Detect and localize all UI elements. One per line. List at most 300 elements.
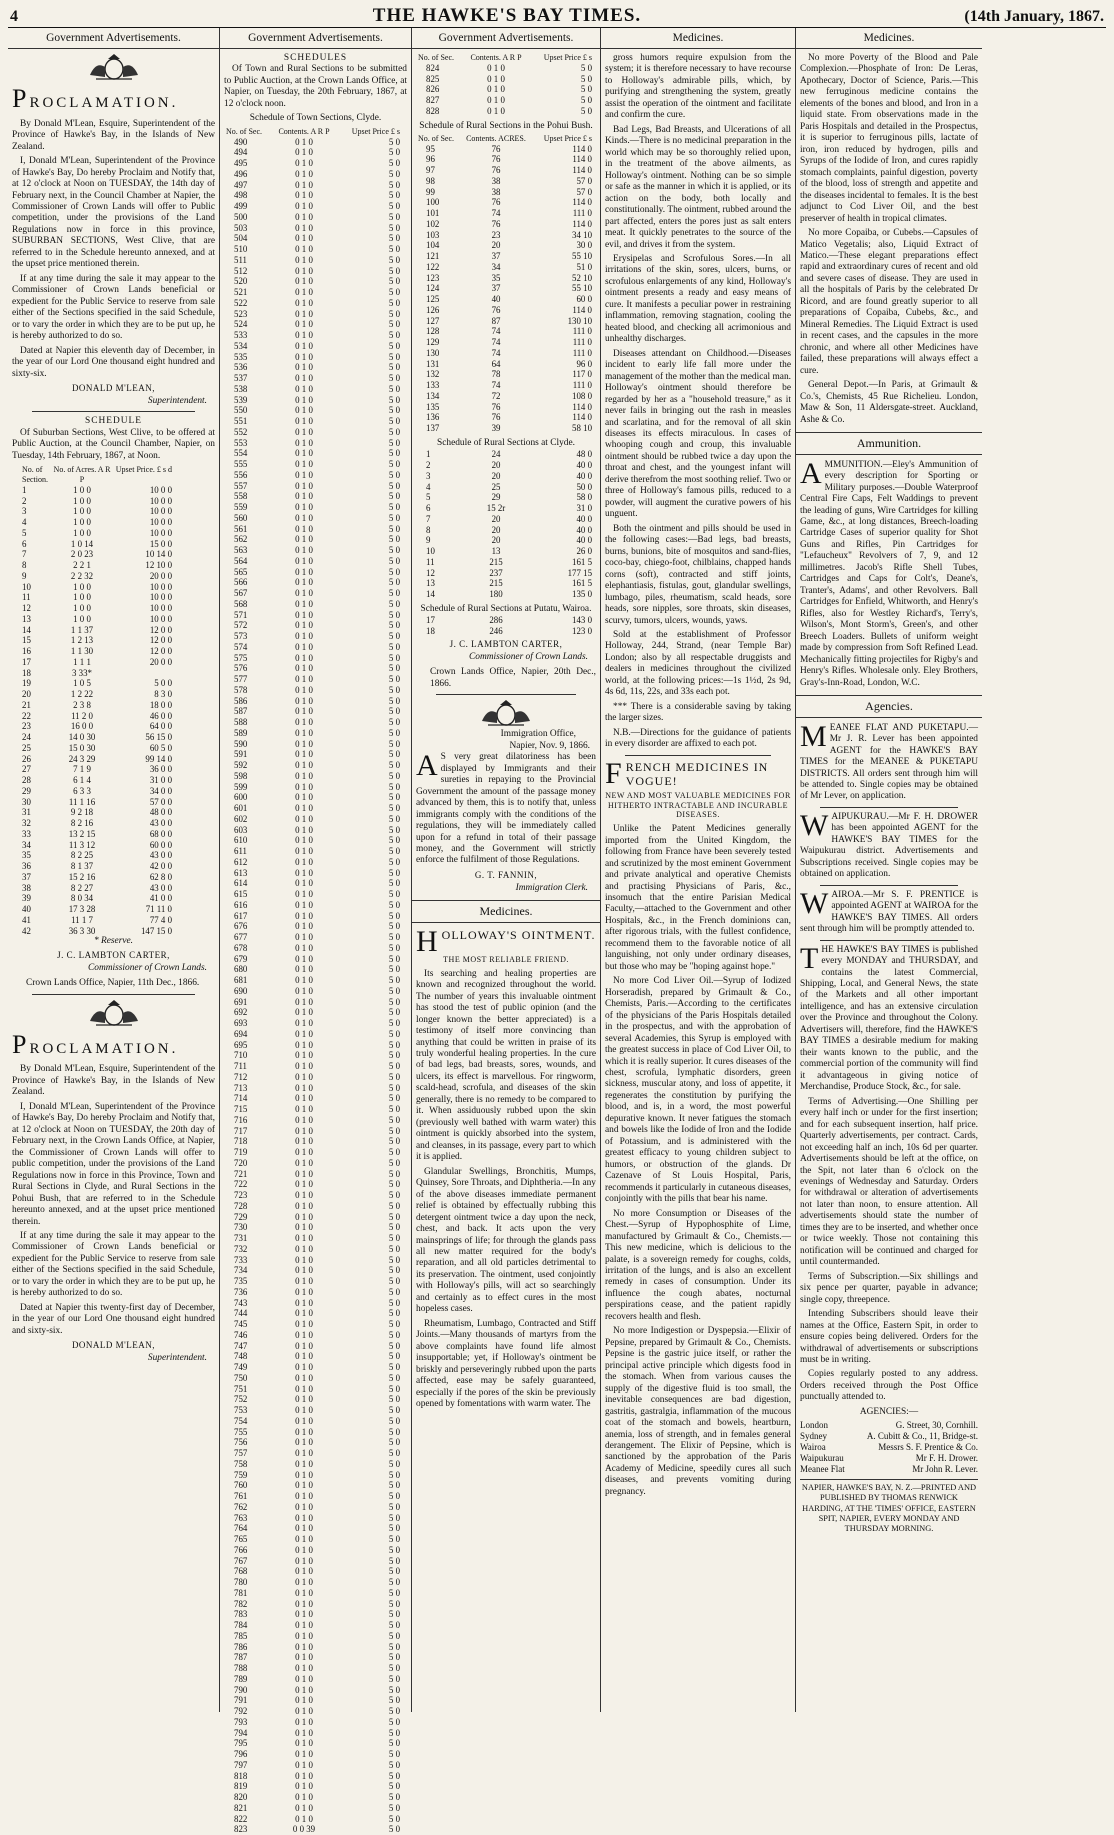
section-number: 573 <box>234 631 248 642</box>
column-5 <box>796 28 982 1712</box>
table-row <box>416 412 596 423</box>
upset-price: 5 0 <box>388 1071 400 1082</box>
section-contents: 0 1 0 <box>295 1641 313 1652</box>
table-row <box>12 904 215 915</box>
table-row <box>416 525 596 536</box>
upset-price: 108 0 <box>572 390 592 401</box>
section-contents: 0 1 0 <box>295 1544 313 1555</box>
signature-title: Superintendent. <box>147 396 207 407</box>
table-row <box>224 137 407 148</box>
section-header-agencies: Agencies. <box>796 695 982 718</box>
upset-price: 5 0 <box>388 1577 400 1588</box>
table-row <box>224 610 407 621</box>
section-number: 24 <box>22 732 31 743</box>
section-number: 553 <box>234 437 248 448</box>
upset-price: 5 0 <box>388 706 400 717</box>
section-number: 28 <box>22 775 31 786</box>
upset-price: 114 0 <box>572 304 592 315</box>
section-contents: 0 1 0 <box>295 1706 313 1717</box>
section-number: 747 <box>234 1340 248 1351</box>
upset-price: 5 0 <box>388 502 400 513</box>
upset-price: 111 0 <box>572 380 592 391</box>
section-contents: 0 1 0 <box>295 1168 313 1179</box>
section-number: 98 <box>426 175 435 186</box>
section-contents: 0 1 0 <box>295 1566 313 1577</box>
section-number: 14 <box>426 589 435 600</box>
section-contents: 0 1 0 <box>295 1147 313 1158</box>
table-row <box>224 158 407 169</box>
section-contents: 0 1 0 <box>295 985 313 996</box>
section-number: 757 <box>234 1448 248 1459</box>
upset-price: 5 0 <box>388 1770 400 1781</box>
section-number: 681 <box>234 975 248 986</box>
section-contents: 0 1 0 <box>295 287 313 298</box>
section-contents: 0 1 0 <box>295 1351 313 1362</box>
section-number: 759 <box>234 1469 248 1480</box>
table-row <box>416 492 596 503</box>
table-row <box>12 915 215 926</box>
upset-price: 5 0 <box>388 523 400 534</box>
section-contents: 0 1 0 <box>295 1491 313 1502</box>
table-row <box>224 1341 407 1352</box>
section-number: 131 <box>426 358 440 369</box>
upset-price: 5 0 <box>388 824 400 835</box>
table-row <box>224 395 407 406</box>
table-row <box>416 84 596 95</box>
column-header: Government Advertisements. <box>412 30 600 49</box>
section-number: 788 <box>234 1663 248 1674</box>
proclamation-body: I, Donald M'Lean, Superintendent of the Province of Hawke's Bay, Do hereby Proclaim and Notify that, at 12 o'clock at Noon on TUESDAY, the 20th day of February next, in the Crown Lands Office, at Napier, the Commissioner of Crown Lands will offer to public competition, under the provisions of the Land Regulations now in force in this Province, Town and Rural Sections in Clyde, and Rural Sections in the Pohui Bush, that are referred to in the Schedule hereunto annexed, and at the upset price mentioned therein. <box>12 1101 215 1227</box>
section-number: 5 <box>426 492 431 503</box>
proclamation-by-line: By Donald M'Lean, Esquire, Superintendent of the Province of Hawke's Bay, in the Islands of New Zealand. <box>12 1064 215 1098</box>
upset-price: 5 0 <box>388 459 400 470</box>
table-row <box>12 571 215 582</box>
section-contents: 0 1 0 <box>295 330 313 341</box>
section-contents: 0 1 0 <box>295 1265 313 1276</box>
section-number: 767 <box>234 1555 248 1566</box>
table-row <box>224 997 407 1008</box>
table-row <box>224 1523 407 1534</box>
upset-price: 5 0 <box>388 1469 400 1480</box>
section-contents: 0 1 0 <box>295 1179 313 1190</box>
schedule-table <box>416 449 596 600</box>
table-row <box>416 626 596 637</box>
upset-price: 5 0 <box>388 1673 400 1684</box>
table-row <box>224 739 407 750</box>
section-number: 613 <box>234 867 248 878</box>
section-contents: 0 1 0 <box>295 1534 313 1545</box>
table-row <box>224 1760 407 1771</box>
table-row <box>224 201 407 212</box>
table-row <box>416 305 596 316</box>
upset-price: 147 15 0 <box>140 925 172 936</box>
section-number: 510 <box>234 244 248 255</box>
proclamation-dated: Dated at Napier this twenty-first day of December, in the year of our Lord One thousand eight hundred and sixty-six. <box>12 1302 215 1336</box>
table-row <box>416 326 596 337</box>
upset-price: 5 0 <box>388 1727 400 1738</box>
section-contents: 0 1 0 <box>295 1082 313 1093</box>
section-contents: 0 1 0 <box>295 846 313 857</box>
section-contents: 15 0 30 <box>68 742 96 753</box>
upset-price: 5 0 <box>388 942 400 953</box>
table-row <box>224 631 407 642</box>
upset-price: 12 0 0 <box>149 646 172 657</box>
upset-price: 60 0 <box>576 294 592 305</box>
section-number: 40 <box>22 904 31 915</box>
table-row <box>416 165 596 176</box>
section-number: 99 <box>426 186 435 197</box>
section-number: 132 <box>426 369 440 380</box>
table-row <box>12 657 215 668</box>
section-number: 521 <box>234 287 248 298</box>
section-number: 6 <box>22 538 27 549</box>
upset-price: 5 0 <box>388 932 400 943</box>
upset-price: 5 0 <box>388 201 400 212</box>
table-row <box>224 1588 407 1599</box>
holloway-cont-5: Both the ointment and pills should be used in the following cases:—Bad legs, bad breasts, burns, bunions, bite of mosquitos and sand-flies, coco-bay, chiego-foot, chilblains, chapped hands corns (soft), contracted and stiff joints, elephantiasis, fistulas, gout, glandular swellings, lumbago, piles, rheumatism, scald heads, sore heads, sore nipples, sore throats, skin diseases, scurvy, tumors, ulcers, wounds, yaws. <box>605 523 791 626</box>
section-number: 612 <box>234 856 248 867</box>
upset-price: 48 0 <box>576 449 592 460</box>
section-contents: 0 1 0 <box>295 760 313 771</box>
table-row <box>224 1556 407 1567</box>
section-contents: 0 1 0 <box>295 889 313 900</box>
table-row <box>224 1115 407 1126</box>
table-row <box>224 1405 407 1416</box>
section-number: 7 <box>22 549 27 560</box>
section-number: 9 <box>22 570 27 581</box>
agency-entry <box>800 1442 978 1453</box>
upset-price: 5 0 <box>388 985 400 996</box>
table-row <box>224 1190 407 1201</box>
section-number: 794 <box>234 1727 248 1738</box>
section-number: 555 <box>234 459 248 470</box>
upset-price: 5 0 <box>388 749 400 760</box>
section-number: 18 <box>426 626 435 637</box>
section-contents: 0 1 0 <box>295 1630 313 1641</box>
upset-price: 5 0 <box>388 1609 400 1620</box>
section-contents: 0 1 0 <box>295 792 313 803</box>
upset-price: 5 0 <box>388 1491 400 1502</box>
schedule-table <box>12 485 215 937</box>
section-contents: 0 1 0 <box>295 1458 313 1469</box>
table-row <box>12 592 215 603</box>
upset-price: 5 0 <box>388 168 400 179</box>
table-row <box>224 545 407 556</box>
table-row <box>224 1330 407 1341</box>
section-number: 787 <box>234 1652 248 1663</box>
table-row <box>224 1308 407 1319</box>
section-contents: 0 1 0 <box>295 1727 313 1738</box>
upset-price: 5 0 <box>388 394 400 405</box>
upset-price: 5 0 <box>388 1749 400 1760</box>
section-number: 124 <box>426 283 440 294</box>
upset-price: 5 0 <box>388 588 400 599</box>
upset-price: 5 0 <box>388 1501 400 1512</box>
section-number: 563 <box>234 545 248 556</box>
section-number: 11 <box>22 592 31 603</box>
columns <box>8 28 1106 1835</box>
section-contents: 0 1 0 <box>295 469 313 480</box>
schedule-table <box>224 137 407 1835</box>
table-row <box>224 846 407 857</box>
section-header-ammunition: Ammunition. <box>796 432 982 455</box>
upset-price: 5 0 <box>388 222 400 233</box>
section-number: 36 <box>22 861 31 872</box>
upset-price: 5 0 <box>388 1104 400 1115</box>
table-row <box>224 1771 407 1782</box>
table-row <box>224 1147 407 1158</box>
section-contents: 24 <box>491 449 501 460</box>
section-contents: 0 1 0 <box>295 1071 313 1082</box>
upset-price: 5 0 <box>388 727 400 738</box>
upset-price: 5 0 <box>388 480 400 491</box>
upset-price: 5 0 <box>388 362 400 373</box>
medicine-ad-p2: No more Copaiba, or Cubebs.—Capsules of Matico Vegetalis; also, Liquid Extract of Matico.—These elegant preparations effect rapid and extraordinary cures of recent and old and severe cases of disease. They are used in all the hospitals of Paris by the celebrated Dr Ricord, and are found greatly superior to all preparations of Copaiba, Cubebs, &c., and Mineral Remedies. The Liquid Extract is used in recent cases, and the capsules in the more chronic, and where all other Medicines have failed, these preparations will always effect a cure. <box>800 228 978 376</box>
table-row <box>12 818 215 829</box>
section-contents: 0 1 0 <box>295 867 313 878</box>
section-number: 615 <box>234 889 248 900</box>
table-row <box>224 169 407 180</box>
table-row <box>224 663 407 674</box>
section-number: 715 <box>234 1104 248 1115</box>
section-contents: 0 1 0 <box>295 1759 313 1770</box>
french-medicines-p3: No more Consumption or Diseases of the Chest.—Syrup of Hypophosphite of Lime, manufactured by Grimault & Co., Chemists.—This new medicine, which is delicious to the palate, is a sovereign remedy for coughs, colds, irritation of the lungs, and is also an excellent remedy in cases of consumption. Under its influence the cough abates, nocturnal perspirations cease, and the patient rapidly recovers health and flesh. <box>605 1208 791 1322</box>
section-contents: 0 1 0 <box>295 1222 313 1233</box>
section-number: 691 <box>234 996 248 1007</box>
table-row <box>224 1244 407 1255</box>
section-number: 103 <box>426 229 440 240</box>
section-number: 21 <box>22 699 31 710</box>
section-contents: 0 1 0 <box>295 1362 313 1373</box>
upset-price: 30 0 <box>576 240 592 251</box>
section-number: 572 <box>234 620 248 631</box>
table-row <box>224 1781 407 1792</box>
section-contents: 0 1 0 <box>295 781 313 792</box>
section-number: 789 <box>234 1673 248 1684</box>
section-contents: 0 1 0 <box>295 1308 313 1319</box>
signature: DONALD M'LEAN, <box>71 383 156 394</box>
upset-price: 10 0 0 <box>149 592 172 603</box>
postal-notice: Copies regularly posted to any address. Orders received through the Post Office punctually attended to. <box>800 1369 978 1403</box>
section-contents: 1 0 14 <box>70 538 94 549</box>
upset-price: 5 0 <box>388 136 400 147</box>
section-contents: 0 1 0 <box>295 362 313 373</box>
section-number: 677 <box>234 932 248 943</box>
table-row <box>12 732 215 743</box>
proclamation-title: PROCLAMATION. <box>12 1029 179 1059</box>
upset-price: 58 0 <box>576 492 592 503</box>
upset-price: 5 0 <box>388 620 400 631</box>
section-number: 559 <box>234 502 248 513</box>
section-contents: 0 1 0 <box>295 566 313 577</box>
section-contents: 35 <box>491 272 501 283</box>
section-number: 35 <box>22 850 31 861</box>
table-row <box>416 503 596 514</box>
table-row <box>224 1792 407 1803</box>
table-row <box>224 1652 407 1663</box>
section-contents: 0 1 0 <box>295 878 313 889</box>
table-row <box>224 1373 407 1384</box>
section-number: 122 <box>426 261 440 272</box>
section-number: 536 <box>234 362 248 373</box>
section-contents: 87 <box>491 315 501 326</box>
upset-price: 5 0 <box>388 1233 400 1244</box>
section-contents: 6 1 4 <box>73 775 91 786</box>
table-row <box>224 1631 407 1642</box>
holloway-subtitle: THE MOST RELIABLE FRIEND. <box>443 954 569 964</box>
section-number: 121 <box>426 251 440 262</box>
section-contents: 0 1 0 <box>295 1437 313 1448</box>
upset-price: 114 0 <box>572 218 592 229</box>
section-contents: 0 1 0 <box>295 1243 313 1254</box>
table-row <box>224 223 407 234</box>
column-header: Medicines. <box>601 30 795 49</box>
upset-price: 5 0 <box>580 105 592 116</box>
table-row <box>12 528 215 539</box>
table-row <box>12 506 215 517</box>
section-contents: 6 3 3 <box>73 785 91 796</box>
section-number: 498 <box>234 190 248 201</box>
section-number: 795 <box>234 1738 248 1749</box>
upset-price: 5 0 <box>388 1652 400 1663</box>
french-medicines-p1: Unlike the Patent Medicines generally imported from the United Kingdom, the following from France have been severely tested and scrutinized by the most eminent Government and private analytical and operative Chemists and practising Physicians of Paris, &c., insomuch that the entire Parisian Medical Faculty,—attached to the Government and other Hospitals, &c., in the French dominions can, after rigorous trials, with the fullest confidence, recommend them to the favorable notice of all languishing, not only under ordinary diseases, but those who may be "hoping against hope." <box>605 824 791 972</box>
agency-wairoa: WAIROA.—Mr S. F. PRENTICE is appointed AGENT at WAIROA for the HAWKE'S BAY TIMES. All orders sent through him will be promptly attended to. <box>800 886 978 935</box>
section-contents: 11 1 7 <box>71 914 93 925</box>
table-row <box>224 1437 407 1448</box>
section-number: 8 <box>426 524 431 535</box>
upset-price: 5 0 <box>388 319 400 330</box>
upset-price: 5 0 <box>388 276 400 287</box>
section-number: 14 <box>22 624 31 635</box>
section-number: 97 <box>426 165 435 176</box>
upset-price: 5 0 <box>388 641 400 652</box>
section-number: 523 <box>234 308 248 319</box>
section-contents: 1 0 5 <box>73 678 91 689</box>
upset-price: 40 0 <box>576 513 592 524</box>
section-number: 133 <box>426 380 440 391</box>
section-contents: 0 1 0 <box>295 523 313 534</box>
upset-price: 10 0 0 <box>149 484 172 495</box>
section-contents: 11 1 16 <box>68 796 96 807</box>
section-contents: 0 1 0 <box>295 1716 313 1727</box>
section-contents: 17 3 28 <box>68 904 96 915</box>
table-row <box>224 287 407 298</box>
section-contents: 0 1 0 <box>295 749 313 760</box>
table-row <box>416 460 596 471</box>
section-number: 783 <box>234 1609 248 1620</box>
section-number: 822 <box>234 1813 248 1824</box>
section-contents: 0 1 0 <box>295 1372 313 1383</box>
section-contents: 0 1 0 <box>295 222 313 233</box>
table-row <box>416 471 596 482</box>
upset-price: 10 0 0 <box>149 603 172 614</box>
upset-price: 5 0 <box>388 878 400 889</box>
section-contents: 0 1 0 <box>295 147 313 158</box>
section-contents: 37 <box>491 283 501 294</box>
section-number: 743 <box>234 1297 248 1308</box>
section-contents: 40 <box>491 294 501 305</box>
section-contents: 13 <box>491 546 501 557</box>
section-number: 16 <box>22 646 31 657</box>
page-number: 4 <box>10 8 18 26</box>
section-contents: 16 0 0 <box>70 721 94 732</box>
upset-price: 41 0 0 <box>149 893 172 904</box>
section-number: 760 <box>234 1480 248 1491</box>
section-number: 17 <box>426 615 435 626</box>
upset-price: 111 0 <box>572 326 592 337</box>
section-contents: 0 1 0 <box>487 62 505 73</box>
table-row <box>416 568 596 579</box>
section-contents: 0 1 0 <box>295 437 313 448</box>
section-contents: 0 1 0 <box>295 975 313 986</box>
upset-price: 161 5 <box>572 556 592 567</box>
table-row <box>224 1427 407 1438</box>
section-contents: 0 1 0 <box>295 1329 313 1340</box>
upset-price: 5 0 <box>388 1630 400 1641</box>
section-contents: 20 <box>491 240 501 251</box>
table-row <box>224 1384 407 1395</box>
upset-price: 5 0 <box>388 351 400 362</box>
section-contents: 1 0 0 <box>73 484 91 495</box>
section-contents: 0 1 0 <box>295 727 313 738</box>
holloway-cont-1: gross humors require expulsion from the system; it is therefore necessary to have recourse to Holloway's admirable pills, which, by purifying and strengthening the system, greatly assist the operation of the ointment and facilitate and confirm the cure. <box>605 53 791 121</box>
upset-price: 10 0 0 <box>149 517 172 528</box>
section-number: 34 <box>22 839 31 850</box>
masthead <box>8 6 1106 28</box>
table-row <box>12 883 215 894</box>
french-medicines-p2: No more Cod Liver Oil.—Syrup of Iodized Horseradish, prepared by Grimault & Co., Chemists, Paris.—According to the certificates of the physicians of the Paris Hospitals detailed in the prospectus, and with the approbation of several Academies, this Syrup is employed with the greatest success in place of Cod Liver Oil, to which it is really superior. It cures diseases of the chest, scrofula, lymphatic disorders, green sickness, muscular atony, and loss of appetite, it regenerates the constitution by purifying the blood, and is, in a word, the most powerful depurative known. It never fatigues the stomach and bowels like the Iodide of Iron and the Iodide of Potassium, and is administered with the greatest efficacy to young children subject to humors, or obstruction of the glands. Dr Cazenave of St Louis Hospital, Paris, recommends it particularly in cutaneous diseases, conjointly with the pills that bear his name. <box>605 976 791 1205</box>
section-number: 753 <box>234 1405 248 1416</box>
section-contents: 0 1 0 <box>295 244 313 255</box>
upset-price: 5 0 <box>388 792 400 803</box>
section-contents: 0 1 0 <box>295 1061 313 1072</box>
upset-price: 5 0 <box>388 910 400 921</box>
section-contents: 1 2 13 <box>70 635 94 646</box>
table-row <box>12 678 215 689</box>
table-row <box>224 1502 407 1513</box>
table-row <box>416 337 596 348</box>
table-row <box>416 251 596 262</box>
upset-price: 111 0 <box>572 347 592 358</box>
section-contents: 0 1 0 <box>295 1770 313 1781</box>
section-number: 758 <box>234 1458 248 1469</box>
issue-date: (14th January, 1867. <box>964 8 1104 26</box>
section-contents: 0 1 0 <box>295 684 313 695</box>
upset-price: 5 0 <box>388 179 400 190</box>
upset-price: 5 0 <box>388 846 400 857</box>
section-number: 104 <box>426 240 440 251</box>
upset-price: 10 0 0 <box>149 581 172 592</box>
section-contents: 24 3 29 <box>68 753 96 764</box>
column-header: Government Advertisements. <box>8 30 219 49</box>
section-number: 827 <box>426 95 440 106</box>
section-number: 591 <box>234 749 248 760</box>
section-number: 496 <box>234 168 248 179</box>
section-number: 680 <box>234 964 248 975</box>
table-row <box>416 144 596 155</box>
upset-price: 5 0 <box>388 867 400 878</box>
section-number: 27 <box>22 764 31 775</box>
upset-price: 5 0 <box>388 835 400 846</box>
section-number: 603 <box>234 824 248 835</box>
section-number: 762 <box>234 1501 248 1512</box>
section-number: 13 <box>22 613 31 624</box>
section-number: 1 <box>22 484 27 495</box>
section-number: 11 <box>426 556 435 567</box>
section-number: 15 <box>22 635 31 646</box>
agency-entry <box>800 1431 978 1442</box>
upset-price: 77 4 0 <box>149 914 172 925</box>
